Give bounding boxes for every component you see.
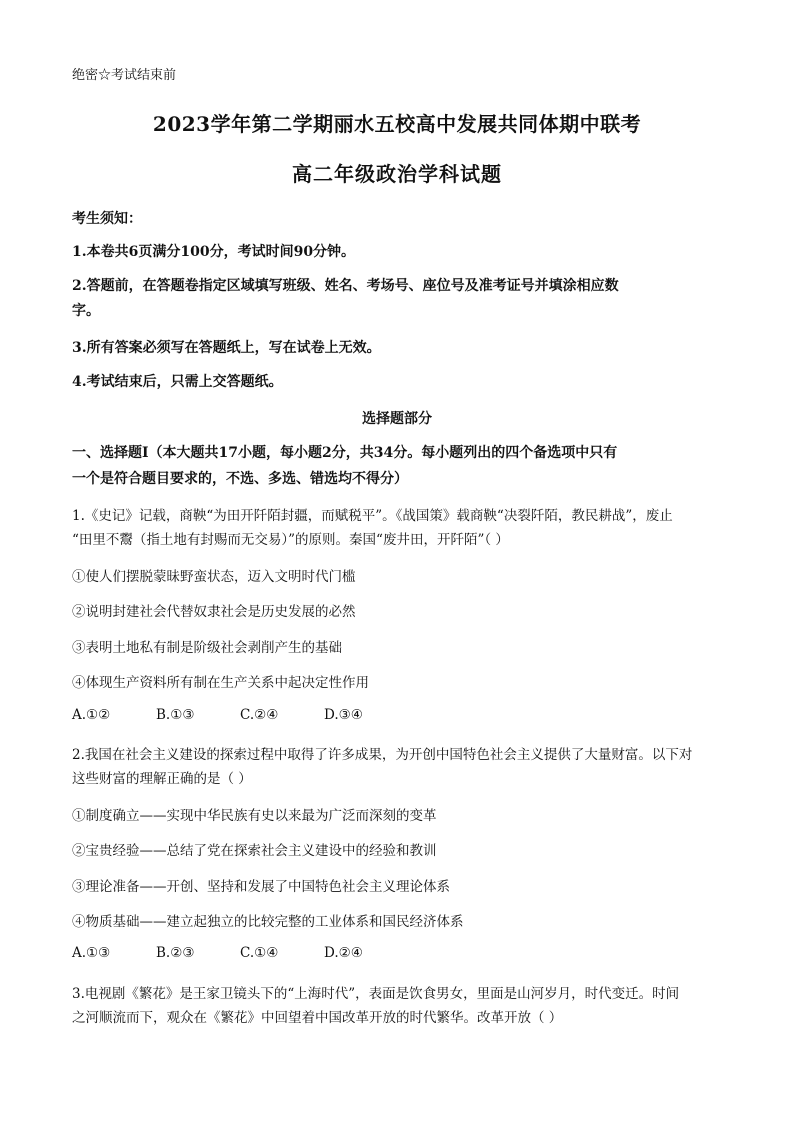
question-1-option-c: C.②④ <box>240 707 279 723</box>
question-2-option-b: B.②③ <box>156 945 195 961</box>
question-1-stem-line-1: 1.《史记》记载，商鞅“为田开阡陌封疆，而赋税平”。《战国策》载商鞅“决裂阡陌，教民耕战”，废止 <box>72 508 673 524</box>
exam-title: 2023学年第二学期丽水五校高中发展共同体期中联考 <box>152 112 642 136</box>
question-1-statement-1: ①使人们摆脱蒙昧野蛮状态，迈入文明时代门槛 <box>72 569 356 585</box>
question-1-statement-2: ②说明封建社会代替奴隶社会是历史发展的必然 <box>72 604 356 620</box>
notice-heading: 考生须知： <box>72 211 142 227</box>
question-2-stem-line-2: 这些财富的理解正确的是（ ） <box>72 771 252 787</box>
section-instruction-1: 一、选择题Ⅰ（本大题共17小题，每小题2分，共34分。每小题列出的四个备选项中只有 <box>72 445 618 461</box>
question-1-option-a: A.①② <box>72 707 111 723</box>
question-2-options <box>72 945 408 961</box>
question-2-statement-2: ②宝贵经验——总结了党在探索社会主义建设中的经验和教训 <box>72 843 437 859</box>
section-title: 选择题部分 <box>362 411 432 427</box>
notice-item-2-cont: 字。 <box>72 303 100 319</box>
exam-subtitle: 高二年级政治学科试题 <box>292 162 502 186</box>
question-2-option-c: C.①④ <box>240 945 279 961</box>
notice-item-4: 4.考试结束后，只需上交答题纸。 <box>72 374 283 390</box>
question-1-statement-3: ③表明土地私有制是阶级社会剥削产生的基础 <box>72 640 342 656</box>
question-3-stem-line-1: 3.电视剧《繁花》是王家卫镜头下的“上海时代”，表面是饮食男女，里面是山河岁月，时代变迁。时间 <box>72 986 680 1002</box>
confidential-label: 绝密☆考试结束前 <box>72 68 177 83</box>
question-1-option-b: B.①③ <box>156 707 195 723</box>
question-1-options <box>72 707 408 723</box>
question-1-stem-line-2: “田里不鬻（指土地有封赐而无交易）”的原则。秦国“废井田，开阡陌”（ ） <box>72 532 509 548</box>
question-3-stem-line-2: 之河顺流而下，观众在《繁花》中回望着中国改革开放的时代繁华。改革开放（ ） <box>72 1010 563 1026</box>
question-1-statement-4: ④体现生产资料所有制在生产关系中起决定性作用 <box>72 675 369 691</box>
question-2-statement-4: ④物质基础——建立起独立的比较完整的工业体系和国民经济体系 <box>72 914 464 930</box>
question-2-statement-3: ③理论准备——开创、坚持和发展了中国特色社会主义理论体系 <box>72 879 450 895</box>
question-2-option-d: D.②④ <box>324 945 363 961</box>
question-2-stem-line-1: 2.我国在社会主义建设的探索过程中取得了许多成果，为开创中国特色社会主义提供了大量财富。以下对 <box>72 747 693 763</box>
question-2-option-a: A.①③ <box>72 945 111 961</box>
notice-item-3: 3.所有答案必须写在答题纸上，写在试卷上无效。 <box>72 340 381 356</box>
notice-item-1: 1.本卷共6页满分100分，考试时间90分钟。 <box>72 244 356 260</box>
question-1-option-d: D.③④ <box>324 707 363 723</box>
notice-item-2: 2.答题前，在答题卷指定区域填写班级、姓名、考场号、座位号及准考证号并填涂相应数 <box>72 278 619 294</box>
question-2-statement-1: ①制度确立——实现中华民族有史以来最为广泛而深刻的变革 <box>72 808 437 824</box>
section-instruction-2: 一个是符合题目要求的，不选、多选、错选均不得分） <box>72 471 408 487</box>
